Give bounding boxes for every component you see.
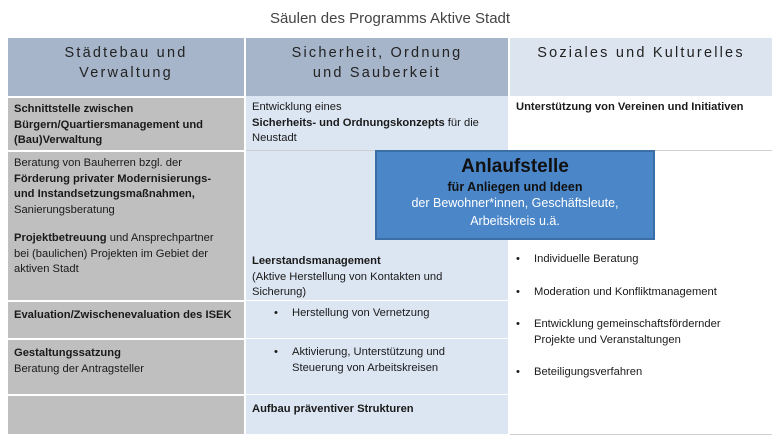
bullet-beratung — [516, 252, 766, 268]
text-line: Gestaltungssatzung — [14, 347, 121, 359]
text-line: Aufbau präventiver Strukturen — [252, 403, 414, 415]
text-line: Schnittstelle zwischen — [14, 103, 134, 115]
text-line: Sicherheits- und Ordnungskonzepts — [252, 116, 445, 129]
text-line: Aktivierung, Unterstützung und — [292, 346, 445, 358]
text-line: (Aktive Herstellung von Kontakten und — [252, 270, 443, 283]
text-line: Steuerung von Arbeitskreisen — [292, 361, 439, 374]
header-line: Verwaltung — [79, 65, 173, 81]
header-line: Sicherheit, Ordnung — [291, 45, 463, 61]
bullet-dot: • — [516, 318, 520, 330]
text-block — [534, 317, 721, 348]
cell-evaluation — [8, 300, 244, 338]
bullet-beteiligung — [516, 365, 766, 381]
text-line: Moderation und Konfliktmanagement — [534, 286, 717, 298]
text-line: Projekte und Veranstaltungen — [534, 333, 681, 346]
bullet-aktivierung — [274, 345, 504, 377]
cell-konzept — [246, 96, 508, 151]
cell-schnittstelle — [8, 96, 244, 150]
text-line: für die — [444, 116, 479, 129]
cell-vereine — [510, 96, 772, 120]
header-staedtebau — [8, 38, 244, 96]
text-line: Entwicklung gemeinschaftsfördernder — [534, 318, 721, 330]
header-soziales — [510, 38, 772, 96]
text-line: Entwicklung eines — [252, 101, 342, 113]
header-line: und Sauberkeit — [312, 65, 442, 81]
callout-anlaufstelle — [375, 150, 655, 240]
diagram-title: Säulen des Programms Aktive Stadt — [269, 10, 511, 27]
text-line: Förderung privater Modernisierungs- — [14, 172, 212, 185]
cell-empty — [8, 394, 244, 434]
header-line: Soziales und Kulturelles — [537, 45, 745, 61]
text-block — [292, 345, 445, 376]
cell-beratung — [8, 150, 244, 300]
text-line: Projektbetreuung — [14, 232, 107, 244]
text-line: Beratung von Bauherren bzgl. der — [14, 157, 182, 169]
text-line: Beteiligungsverfahren — [534, 366, 643, 378]
header-line: Städtebau und — [64, 45, 188, 61]
text-line: Unterstützung von Vereinen und Initiativen — [516, 101, 744, 113]
text-line: Neustadt — [252, 132, 297, 144]
bullet-dot: • — [516, 286, 520, 298]
bullet-dot: • — [516, 253, 520, 265]
header-sicherheit — [246, 38, 508, 96]
text-line: aktiven Stadt — [14, 263, 79, 275]
bullet-dot: • — [274, 307, 278, 319]
divider — [246, 300, 508, 301]
text-line: bei (baulichen) Projekten im Gebiet der — [14, 247, 209, 260]
bullet-dot: • — [516, 366, 520, 378]
callout-line: Arbeitskreis u.ä. — [470, 214, 560, 228]
text-line: Individuelle Beratung — [534, 253, 639, 265]
cell-leerstand — [246, 250, 508, 305]
cell-praevention — [246, 398, 508, 422]
bullet-vernetzung — [274, 306, 504, 322]
callout-subtitle: für Anliegen und Ideen — [447, 180, 583, 194]
divider — [246, 394, 508, 395]
text-line: Leerstandsmanagement — [252, 255, 381, 267]
callout-title: Anlaufstelle — [461, 156, 569, 177]
cell-gestaltungssatzung — [8, 338, 244, 394]
bullet-entwicklung — [516, 317, 766, 349]
callout-line: der Bewohner*innen, Geschäftsleute, — [411, 196, 619, 210]
text-line: Evaluation/Zwischenevaluation des ISEK — [14, 309, 232, 321]
text-line: (Bau)Verwaltung — [14, 134, 103, 146]
text-line: Sicherung) — [252, 286, 307, 298]
divider — [510, 434, 772, 435]
bullet-moderation — [516, 285, 766, 301]
text-line: Beratung der Antragsteller — [14, 362, 144, 375]
divider — [246, 338, 508, 339]
text-line: Herstellung von Vernetzung — [292, 307, 430, 319]
text-line: Bürgern/Quartiersmanagement und — [14, 118, 203, 131]
bullet-dot: • — [274, 346, 278, 358]
text-line: und Ansprechpartner — [106, 232, 214, 244]
text-line: Sanierungsberatung — [14, 203, 115, 216]
text-line: und Instandsetzungsmaßnahmen, — [14, 188, 195, 200]
